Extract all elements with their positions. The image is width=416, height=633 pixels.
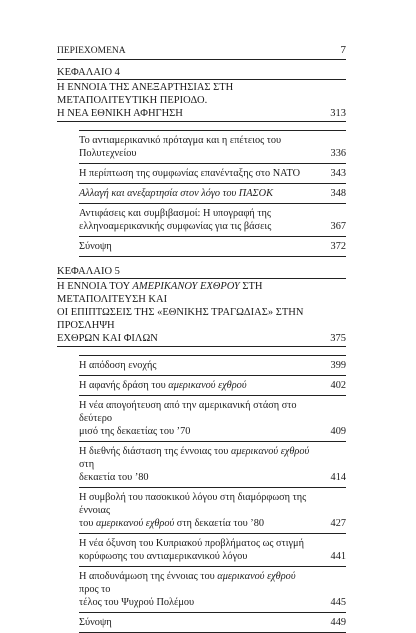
- toc-entry[interactable]: [79, 376, 346, 396]
- chapter-title-row[interactable]: [57, 79, 346, 122]
- entry-title: Η απόδοση ενοχής: [79, 360, 157, 371]
- chapter-5: [57, 265, 346, 633]
- toc-entry[interactable]: [79, 534, 346, 567]
- entry-title: Σύνοψη: [79, 241, 112, 252]
- entry-page: 399: [330, 360, 346, 371]
- entry-page: 348: [330, 188, 346, 199]
- entry-line: [79, 445, 316, 471]
- toc-entry[interactable]: [79, 488, 346, 534]
- entry-page: 449: [330, 617, 346, 628]
- entry-text: Η αφανής δράση του: [79, 380, 169, 391]
- entry-line: δεκαετία του ’80: [79, 472, 149, 483]
- entry-line: μισό της δεκαετίας του ’70: [79, 426, 191, 437]
- entry-page: 445: [330, 597, 346, 608]
- entry-title: [79, 399, 316, 438]
- chapter-page: 375: [330, 333, 346, 344]
- toc-entry[interactable]: [79, 567, 346, 613]
- chapter-label: ΚΕΦΑΛΑΙΟ 4: [57, 67, 120, 78]
- entry-text: στη δεκαετία του ’80: [174, 518, 265, 529]
- chapter-4: [57, 66, 346, 257]
- chapter-title-row[interactable]: [57, 278, 346, 347]
- title-text: Η ΕΝΝΟΙΑ ΤΟΥ: [57, 281, 133, 292]
- entry-italic: αμερικανού εχθρού: [95, 518, 175, 529]
- entry-page: 409: [330, 426, 346, 437]
- toc-entry[interactable]: [79, 396, 346, 442]
- entry-text: του: [79, 518, 96, 529]
- chapter-title: [57, 280, 316, 345]
- entry-page: 414: [330, 472, 346, 483]
- chapter-title-line: Η ΕΝΝΟΙΑ ΤΗΣ ΑΝΕΞΑΡΤΗΣΙΑΣ ΣΤΗ ΜΕΤΑΠΟΛΙΤΕΥΤΙΚΗ ΠΕΡΙΟΔΟ.: [57, 82, 234, 106]
- entry-italic: αμερικανού εχθρού: [168, 380, 247, 391]
- entry-title: [79, 445, 316, 484]
- toc-entry[interactable]: [79, 130, 346, 164]
- title-text: ΣΤΗ ΜΕΤΑΠΟΛΙΤΕΥΣΗ ΚΑΙ: [57, 281, 263, 305]
- entry-page: 336: [330, 148, 346, 159]
- entry-line: ελληνοαμερικανικής συμφωνίας για τις βάσεις: [79, 221, 272, 232]
- toc-entry[interactable]: [79, 184, 346, 204]
- entry-line: Το αντιαμερικανικό πρόταγμα και η επέτειος του: [79, 135, 282, 146]
- entry-page: 427: [330, 518, 346, 529]
- entry-title: [79, 537, 316, 563]
- toc-entry[interactable]: [79, 204, 346, 237]
- running-head: [57, 44, 346, 56]
- chapter-page: 313: [330, 108, 346, 119]
- header-rule: [57, 59, 346, 60]
- toc-entry[interactable]: [79, 164, 346, 184]
- entry-title: [79, 379, 316, 392]
- entry-title: [79, 491, 316, 530]
- entry-title: Σύνοψη: [79, 617, 112, 628]
- toc-entry[interactable]: [79, 613, 346, 633]
- entry-line: [79, 517, 316, 530]
- entry-title: [79, 134, 316, 160]
- title-italic: ΑΜΕΡΙΚΑΝΟΥ ΕΧΘΡΟΥ: [132, 281, 240, 292]
- chapter-title-line: ΟΙ ΕΠΙΠΤΩΣΕΙΣ ΤΗΣ «ΕΘΝΙΚΗΣ ΤΡΑΓΩΔΙΑΣ» ΣΤΗΝ ΠΡΟΣΛΗΨΗ: [57, 307, 304, 331]
- entry-line: Αντιφάσεις και συμβιβασμοί: Η υπογραφή της: [79, 208, 271, 219]
- chapter-title-line: Η ΝΕΑ ΕΘΝΙΚΗ ΑΦΗΓΗΣΗ: [57, 108, 183, 119]
- entry-line: [79, 570, 316, 596]
- toc-entry[interactable]: [79, 237, 346, 257]
- entry-title: Η περίπτωση της συμφωνίας επανένταξης στο ΝΑΤΟ: [79, 168, 301, 179]
- entry-line: κορύφωσης του αντιαμερικανικού λόγου: [79, 551, 248, 562]
- page-number: 7: [340, 44, 346, 56]
- entry-line: Αλλαγή και ανεξαρτησία στον λόγο του ΠΑΣΟΚ: [79, 188, 273, 199]
- entry-text: Η αποδυνάμωση της έννοιας του: [79, 571, 218, 582]
- entry-title: [79, 187, 316, 200]
- entry-italic: αμερικανού εχθρού: [217, 571, 296, 582]
- entry-page: 402: [330, 380, 346, 391]
- chapter-label: ΚΕΦΑΛΑΙΟ 5: [57, 266, 120, 277]
- toc-entry[interactable]: [79, 355, 346, 376]
- chapter-title-line: [57, 280, 316, 306]
- entry-text: προς το: [79, 584, 111, 595]
- section-list: [79, 130, 346, 257]
- entry-page: 367: [330, 221, 346, 232]
- entry-page: 372: [330, 241, 346, 252]
- chapter-title-line: ΕΧΘΡΩΝ ΚΑΙ ΦΙΛΩΝ: [57, 333, 158, 344]
- entry-line: Η νέα όξυνση του Κυπριακού προβλήματος ως στιγμή: [79, 538, 304, 549]
- section-list: [79, 355, 346, 633]
- entry-page: 343: [330, 168, 346, 179]
- chapter-title: [57, 81, 316, 120]
- entry-italic: αμερικανού εχθρού: [230, 446, 310, 457]
- running-head-title: ΠΕΡΙΕΧΟΜΕΝΑ: [57, 46, 126, 56]
- entry-text: Η διεθνής διάσταση της έννοιας του: [79, 446, 231, 457]
- toc-entry[interactable]: [79, 442, 346, 488]
- entry-title: [79, 207, 316, 233]
- entry-line: τέλος του Ψυχρού Πολέμου: [79, 597, 195, 608]
- entry-title: [79, 570, 316, 609]
- entry-page: 441: [330, 551, 346, 562]
- entry-line: Η συμβολή του πασοκικού λόγου στη διαμόρφωση της έννοιας: [79, 492, 307, 516]
- entry-line: Πολυτεχνείου: [79, 148, 137, 159]
- entry-text: στη: [79, 459, 95, 470]
- entry-line: Η νέα απογοήτευση από την αμερικανική στάση στο δεύτερο: [79, 400, 297, 424]
